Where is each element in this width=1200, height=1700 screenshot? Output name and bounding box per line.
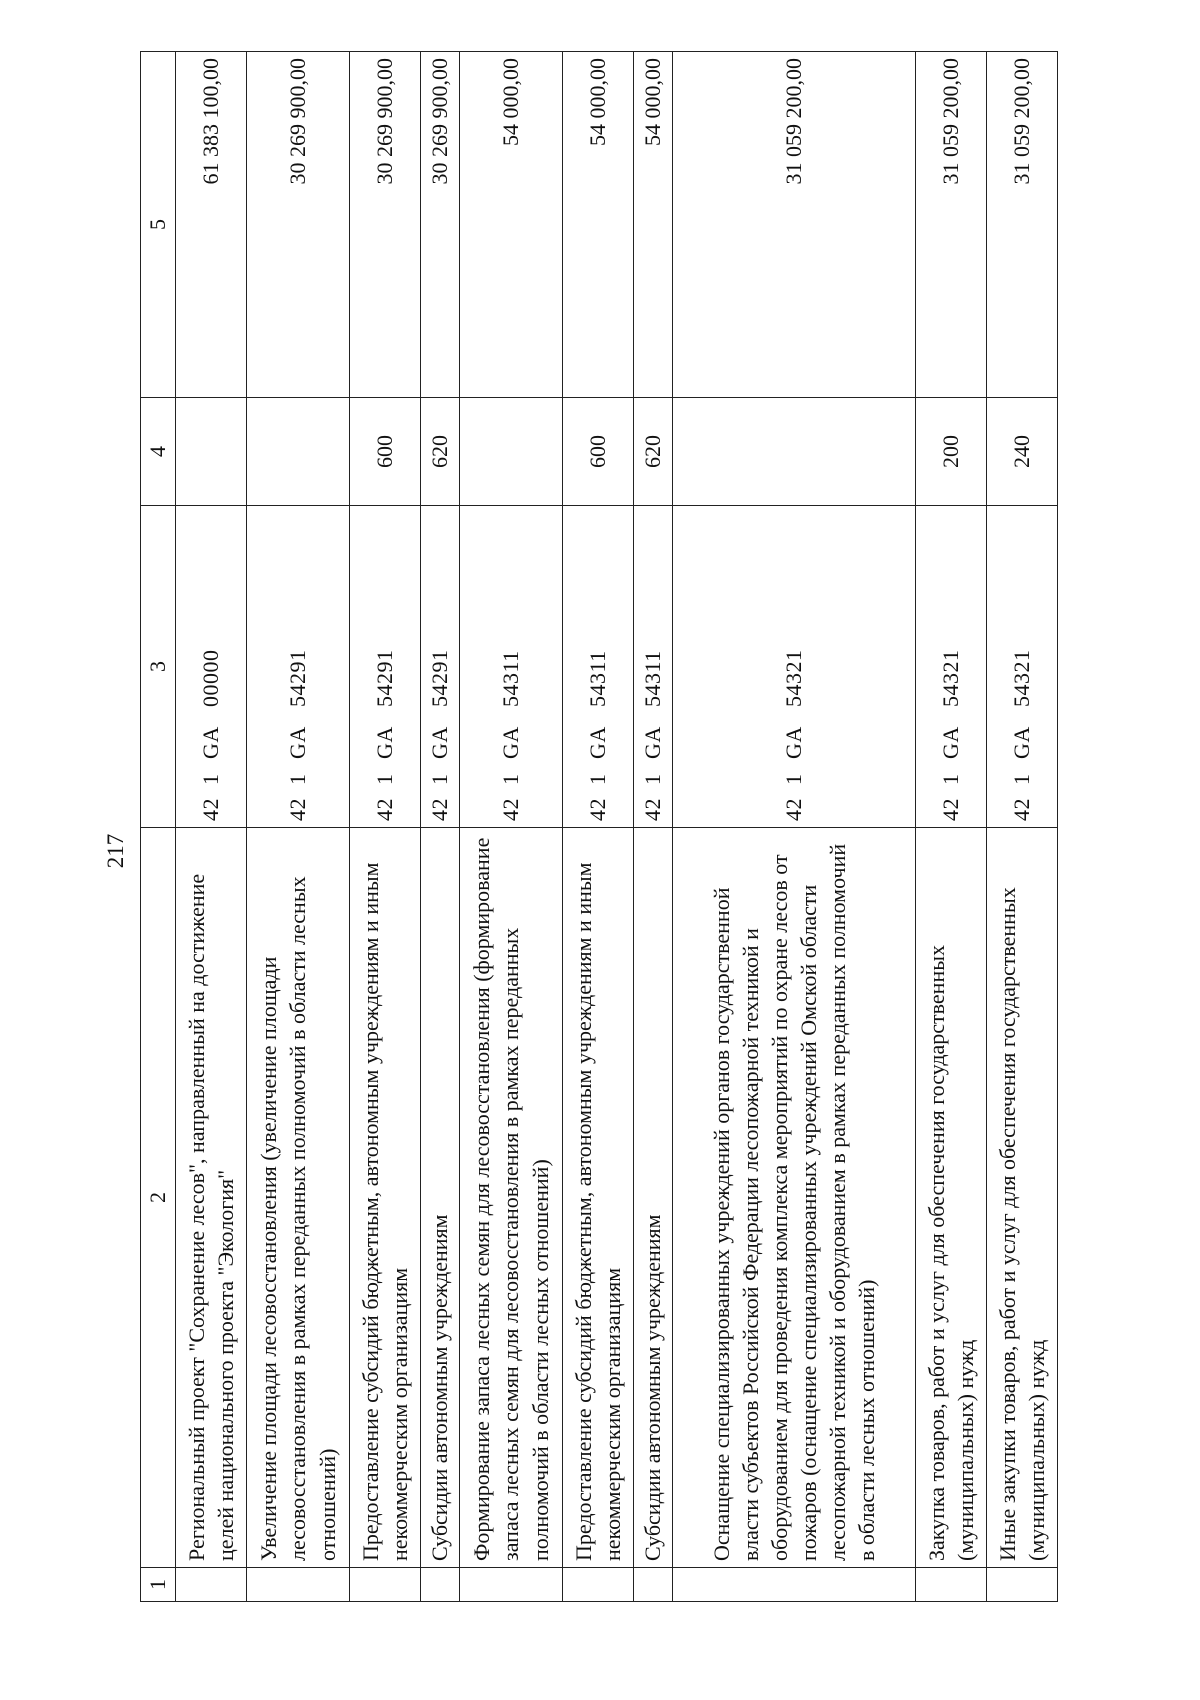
expense-name: Предоставление субсидий бюджетным, автономным учреждениям и иным некоммерческим организациям — [563, 828, 634, 1568]
table-row — [563, 52, 634, 1602]
expense-type-code: 600 — [563, 398, 634, 506]
expense-type-code — [673, 398, 916, 506]
expense-type-code — [247, 398, 350, 506]
table-row — [421, 52, 460, 1602]
amount: 31 059 200,00 — [916, 52, 987, 398]
row-number — [460, 1568, 563, 1602]
expense-type-code: 620 — [421, 398, 460, 506]
amount: 30 269 900,00 — [350, 52, 421, 398]
header-row — [141, 52, 176, 1602]
expense-type-code: 200 — [916, 398, 987, 506]
expense-type-code — [460, 398, 563, 506]
row-number — [563, 1568, 634, 1602]
amount: 54 000,00 — [460, 52, 563, 398]
target-article-code: 421GA54311 — [634, 506, 673, 828]
expense-name: Закупка товаров, работ и услуг для обеспечения государственных (муниципальных) нужд — [916, 828, 987, 1568]
budget-table — [140, 51, 1058, 1602]
amount: 54 000,00 — [634, 52, 673, 398]
amount: 31 059 200,00 — [673, 52, 916, 398]
page-number: 217 — [103, 833, 128, 869]
expense-name: Оснащение специализированных учреждений органов государственной власти субъектов Российской Федерации лесопожарной техникой и оборудованием для проведения комплекса мероприятий по охране лесов от пожаров (оснащение специализированных учреждений Омской области лесопожарной техникой и оборудованием в рамках переданных полномочий в области лесных отношений) — [673, 828, 916, 1568]
row-number — [247, 1568, 350, 1602]
target-article-code: 421GA54321 — [673, 506, 916, 828]
row-number — [176, 1568, 247, 1602]
row-number — [673, 1568, 916, 1602]
expense-type-code: 620 — [634, 398, 673, 506]
table-row — [673, 52, 916, 1602]
expense-name: Региональный проект "Сохранение лесов", направленный на достижение целей национального проекта "Экология" — [176, 828, 247, 1568]
table-row — [247, 52, 350, 1602]
rotated-table-container — [140, 52, 1060, 1602]
header-col-2: 2 — [141, 828, 176, 1568]
row-number — [634, 1568, 673, 1602]
expense-name: Иные закупки товаров, работ и услуг для обеспечения государственных (муниципальных) нужд — [987, 828, 1058, 1568]
expense-name: Субсидии автономным учреждениям — [634, 828, 673, 1568]
header-col-5: 5 — [141, 52, 176, 398]
table-row — [350, 52, 421, 1602]
target-article-code: 421GA54321 — [916, 506, 987, 828]
target-article-code: 421GA54311 — [563, 506, 634, 828]
row-number — [987, 1568, 1058, 1602]
table-row — [176, 52, 247, 1602]
expense-type-code: 600 — [350, 398, 421, 506]
expense-name: Предоставление субсидий бюджетным, автономным учреждениям и иным некоммерческим организациям — [350, 828, 421, 1568]
amount: 61 383 100,00 — [176, 52, 247, 398]
table-row — [916, 52, 987, 1602]
row-number — [421, 1568, 460, 1602]
expense-name: Субсидии автономным учреждениям — [421, 828, 460, 1568]
expense-name: Формирование запаса лесных семян для лесовосстановления (формирование запаса лесных семян для лесовосстановления в рамках переданных полномочий в области лесных отношений) — [460, 828, 563, 1568]
target-article-code: 421GA54291 — [247, 506, 350, 828]
amount: 31 059 200,00 — [987, 52, 1058, 398]
row-number — [350, 1568, 421, 1602]
document-sheet — [140, 52, 1060, 1602]
target-article-code: 421GA00000 — [176, 506, 247, 828]
row-number — [916, 1568, 987, 1602]
table-row — [987, 52, 1058, 1602]
table-row — [634, 52, 673, 1602]
expense-type-code — [176, 398, 247, 506]
target-article-code: 421GA54321 — [987, 506, 1058, 828]
amount: 30 269 900,00 — [247, 52, 350, 398]
target-article-code: 421GA54291 — [350, 506, 421, 828]
expense-name: Увеличение площади лесовосстановления (увеличение площади лесовосстановления в рамках переданных полномочий в области лесных отношений) — [247, 828, 350, 1568]
header-col-1: 1 — [141, 1568, 176, 1602]
amount: 54 000,00 — [563, 52, 634, 398]
header-col-4: 4 — [141, 398, 176, 506]
header-col-3: 3 — [141, 506, 176, 828]
target-article-code: 421GA54311 — [460, 506, 563, 828]
expense-type-code: 240 — [987, 398, 1058, 506]
table-row — [460, 52, 563, 1602]
amount: 30 269 900,00 — [421, 52, 460, 398]
target-article-code: 421GA54291 — [421, 506, 460, 828]
